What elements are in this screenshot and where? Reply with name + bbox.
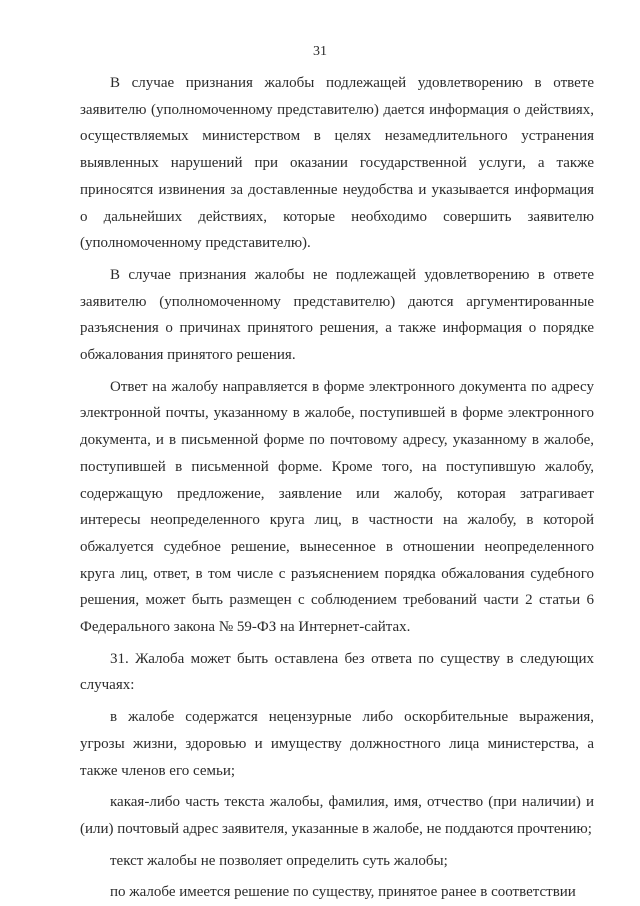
list-item-prior-decision: по жалобе имеется решение по существу, принятое ранее в соответствии (110, 884, 576, 901)
list-item-undefined-essence: текст жалобы не позволяет определить суть жалобы; (110, 852, 448, 869)
document-body (80, 70, 594, 906)
list-item-offensive-language: в жалобе содержатся нецензурные либо оскорбительные выражения, угрозы жизни, здоровью и имуществу должностного лица министерства, а также членов его семьи; (80, 709, 594, 779)
paragraph-rejected-complaint: В случае признания жалобы не подлежащей удовлетворению в ответе заявителю (уполномоченному представителю) даются аргументированные разъяснения о причинах принятого решения, а также информация о порядке обжалования принятого решения. (80, 266, 594, 364)
paragraph-response-delivery: Ответ на жалобу направляется в форме электронного документа по адресу электронной почты, указанному в жалобе, поступившей в форме электронного документа, и в письменной форме по почтовому адресу, указанному в жалобе, поступившей в письменной форме. Кроме того, на поступившую жалобу, содержащую предложение, заявление или жалобу, которая затрагивает интересы неопределенного круга лиц, в частности на жалобу, в которой обжалуется судебное решение, вынесенное в отношении неопределенного круга лиц, ответ, в том числе с разъяснением порядка обжалования судебного решения, может быть размещен с соблюдением требований части 2 статьи 6 Федерального закона № 59-ФЗ на Интернет-сайтах. (80, 378, 594, 636)
paragraph-item-31: 31. Жалоба может быть оставлена без ответа по существу в следующих случаях: (80, 650, 594, 694)
paragraph-satisfied-complaint: В случае признания жалобы подлежащей удовлетворению в ответе заявителю (уполномоченному представителю) дается информация о действиях, осуществляемых министерством в целях незамедлительного устранения выявленных нарушений при оказании государственной услуги, а также приносятся извинения за доставленные неудобства и указывается информация о дальнейших действиях, которые необходимо совершить заявителю (уполномоченному представителю). (80, 75, 594, 252)
page-number: 31 (313, 44, 327, 59)
list-item-illegible-text: какая-либо часть текста жалобы, фамилия, имя, отчество (при наличии) и (или) почтовый адрес заявителя, указанные в жалобе, не поддаются прочтению; (80, 794, 594, 837)
